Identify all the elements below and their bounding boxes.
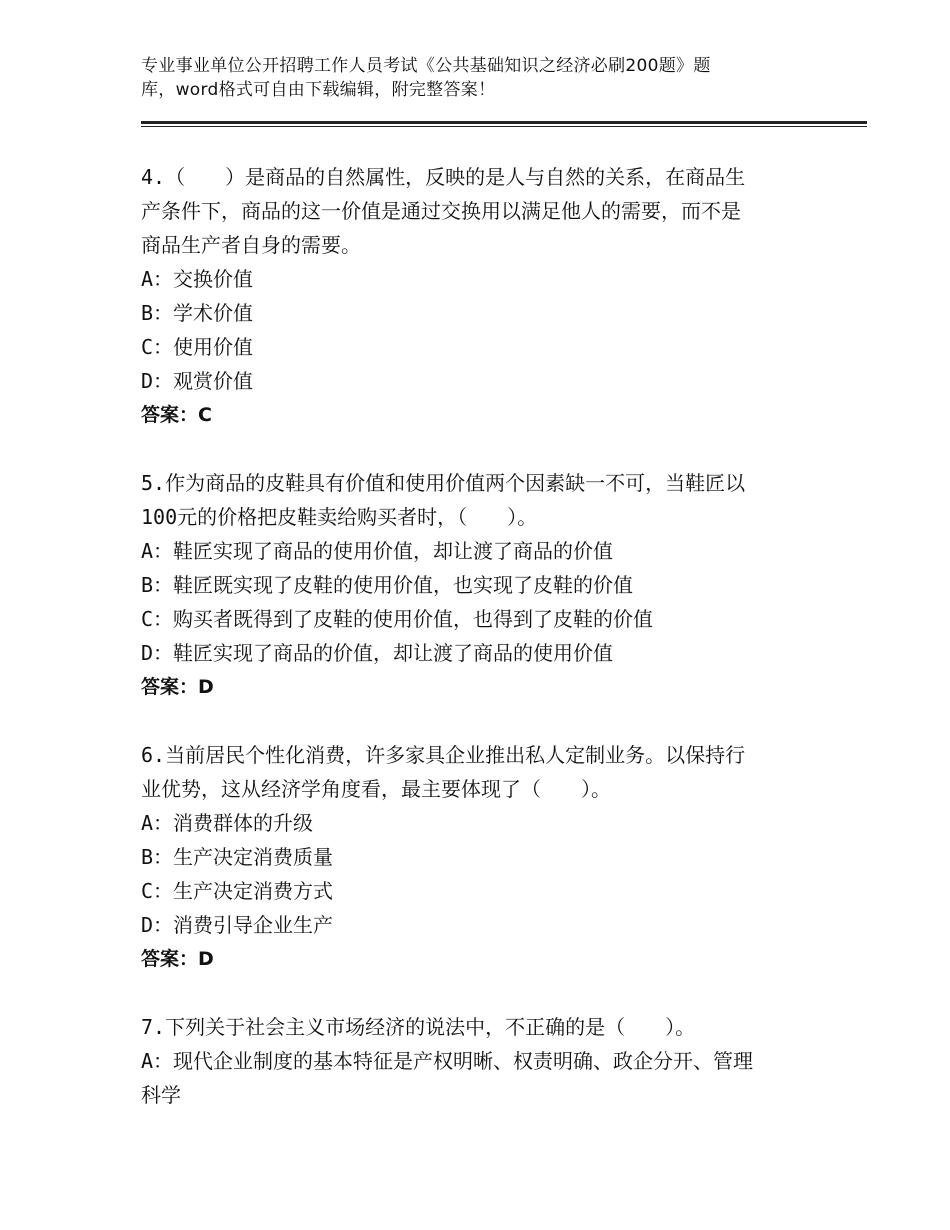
question-7 <box>141 1010 821 1112</box>
header-divider-thick <box>141 121 867 124</box>
option-a: A：现代企业制度的基本特征是产权明晰、权责明确、政企分开、管理 <box>141 1049 754 1073</box>
option-b: B：学术价值 <box>141 301 254 325</box>
option-a-continued: 科学 <box>141 1083 181 1107</box>
question-stem-line: 产条件下，商品的这一价值是通过交换用以满足他人的需要，而不是 <box>141 199 741 223</box>
header-title-line-2: 库，word格式可自由下载编辑，附完整答案！ <box>141 80 496 100</box>
question-6 <box>141 738 821 976</box>
header-divider-thin <box>141 126 867 127</box>
option-b: B：鞋匠既实现了皮鞋的使用价值，也实现了皮鞋的价值 <box>141 573 634 597</box>
question-stem-line: 6.当前居民个性化消费，许多家具企业推出私人定制业务。以保持行 <box>141 743 746 767</box>
question-stem-line: 7.下列关于社会主义市场经济的说法中，不正确的是（ ）。 <box>141 1015 696 1039</box>
option-d: D：消费引导企业生产 <box>141 913 334 937</box>
option-c: C：使用价值 <box>141 335 254 359</box>
question-stem-line: 4.（ ）是商品的自然属性，反映的是人与自然的关系，在商品生 <box>141 165 746 189</box>
option-d: D：观赏价值 <box>141 369 254 393</box>
question-stem-line: 业优势，这从经济学角度看，最主要体现了（ ）。 <box>141 777 611 801</box>
question-stem-line: 商品生产者自身的需要。 <box>141 233 361 257</box>
question-4 <box>141 160 821 432</box>
option-d: D：鞋匠实现了商品的价值，却让渡了商品的使用价值 <box>141 641 614 665</box>
answer-label: 答案：D <box>141 948 214 970</box>
answer-label: 答案：D <box>141 676 214 698</box>
document-header <box>141 54 821 102</box>
question-stem-line: 100元的价格把皮鞋卖给购买者时，（ ）。 <box>141 505 538 529</box>
option-c: C：生产决定消费方式 <box>141 879 334 903</box>
option-a: A：交换价值 <box>141 267 254 291</box>
header-title-line-1: 专业事业单位公开招聘工作人员考试《公共基础知识之经济必刷200题》题 <box>141 56 711 76</box>
option-a: A：消费群体的升级 <box>141 811 314 835</box>
answer-label: 答案：C <box>141 404 212 426</box>
question-5 <box>141 466 821 704</box>
question-list <box>141 160 821 1146</box>
question-stem-line: 5.作为商品的皮鞋具有价值和使用价值两个因素缺一不可，当鞋匠以 <box>141 471 746 495</box>
option-a: A：鞋匠实现了商品的使用价值，却让渡了商品的价值 <box>141 539 614 563</box>
option-c: C：购买者既得到了皮鞋的使用价值，也得到了皮鞋的价值 <box>141 607 654 631</box>
option-b: B：生产决定消费质量 <box>141 845 334 869</box>
